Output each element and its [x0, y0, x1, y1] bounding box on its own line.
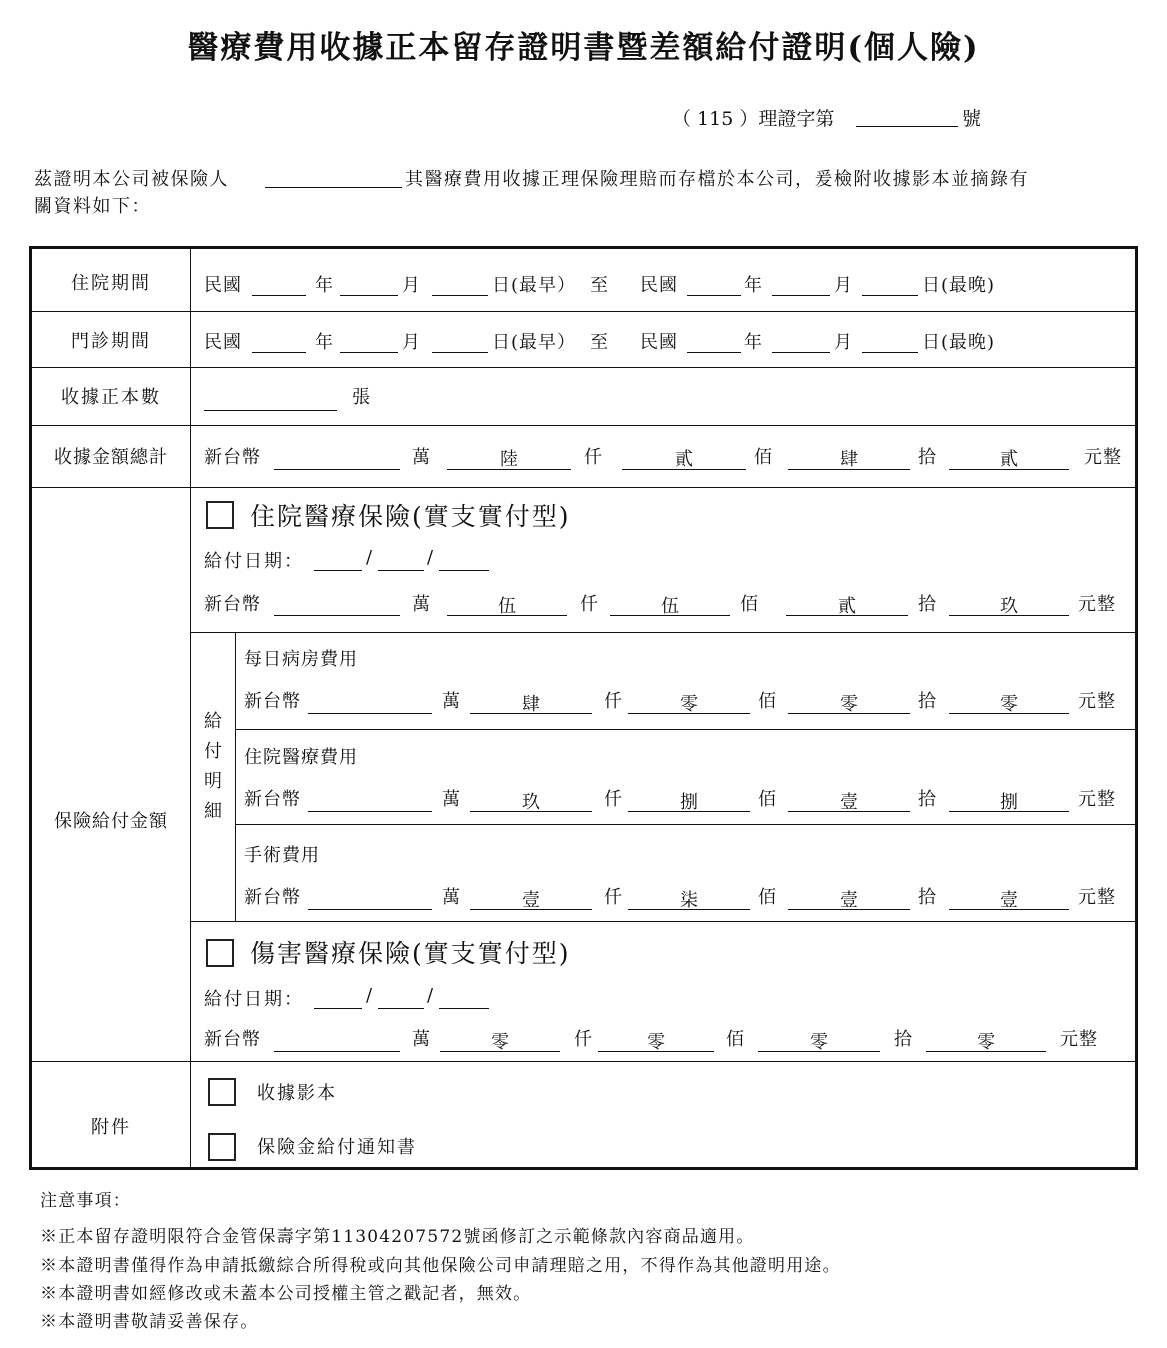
detail-surgery-title: 手術費用 [244, 845, 320, 866]
hospital-pay-date-label: 給付日期： [204, 551, 304, 572]
note-item-3: ※本證明書如經修改或未蓋本公司授權主管之戳記者，無效。 [40, 1284, 532, 1304]
injury-pay-date-month[interactable] [378, 1008, 424, 1009]
attachment-payment-notice-checkbox[interactable] [208, 1133, 236, 1161]
reference-prefix: （ 115 ）理證字第 [672, 108, 835, 130]
outpatient-end-day-field[interactable] [862, 352, 918, 353]
injury-insurance-title: 傷害醫療保險(實支實付型) [250, 939, 571, 968]
detail-room-title: 每日病房費用 [244, 649, 358, 670]
label-insurance-payment: 保險給付金額 [54, 811, 168, 832]
injury-insurance-checkbox[interactable] [206, 939, 234, 967]
hospital-pay-date-month[interactable] [378, 570, 424, 571]
receipt-total-wan-field[interactable] [274, 469, 400, 470]
label-hospital-period: 住院期間 [71, 273, 151, 294]
hospital-start-month-field[interactable] [340, 295, 398, 296]
hospital-insurance-title: 住院醫療保險(實支實付型) [250, 502, 571, 531]
reference-number-field[interactable] [856, 126, 958, 127]
receipt-count-unit: 張 [352, 387, 371, 408]
hospital-pay-date-day[interactable] [439, 570, 489, 571]
note-item-4: ※本證明書敬請妥善保存。 [40, 1312, 259, 1332]
receipt-count-field[interactable] [204, 410, 337, 411]
attachment-receipt-copy-checkbox[interactable] [208, 1078, 236, 1106]
outpatient-start-month-field[interactable] [340, 352, 398, 353]
outpatient-end-year-field[interactable] [687, 352, 741, 353]
detail-medical-wan-field[interactable] [308, 811, 432, 812]
injury-pay-date-day[interactable] [439, 1008, 489, 1009]
label-outpatient-period: 門診期間 [71, 331, 151, 352]
hospital-amount-wan-field[interactable] [274, 615, 400, 616]
insured-name-field[interactable] [265, 187, 402, 188]
hospital-insurance-checkbox[interactable] [206, 501, 234, 529]
attachment-payment-notice-label: 保險金給付通知書 [257, 1137, 417, 1158]
hospital-end-day-field[interactable] [862, 295, 918, 296]
hospital-end-month-field[interactable] [772, 295, 830, 296]
note-item-1: ※正本留存證明限符合金管保壽字第11304207572號函修訂之示範條款內容商品適用。 [40, 1227, 755, 1247]
label-attachments: 附件 [91, 1117, 131, 1138]
form-table: 住院期間 門診期間 收據正本數 收據金額總計 保險給付金額 附件 民國 年 月 日(最早） 至 民國 年 月 日(最晚) 民國 年 月 日(最早） 至 民國 年 月 日(最晚) 張 新台幣 萬 陸 仟 貳 佰 肆 拾 貳 元整 住院醫療保險(實支實付型) 給付日期： / / 新台幣 萬 伍 仟 伍 佰 貳 拾 玖 元整 給 付 明 細 每日病房費用 新台幣 萬 肆 仟 零 佰 零 拾 零 元整 住院醫療費用 新台幣 萬 玖 仟 捌 佰 壹 拾 捌 元整 手術費用 新台幣 萬 壹 仟 柒 佰 壹 拾 壹 元整 傷害醫療保險(實支實付型) 給付日期： / / 新台幣 萬 零 仟 零 佰 零 拾 零 元整 收據影本 保險金給付通知書 [29, 246, 1138, 1170]
outpatient-start-day-field[interactable] [432, 352, 488, 353]
attachment-receipt-copy-label: 收據影本 [257, 1083, 337, 1104]
intro-text-part1: 茲證明本公司被保險人 [34, 169, 229, 190]
injury-pay-date-label: 給付日期： [204, 989, 304, 1010]
label-receipt-total: 收據金額總計 [54, 447, 168, 468]
label-receipt-count: 收據正本數 [61, 387, 161, 408]
detail-room-wan-field[interactable] [308, 713, 432, 714]
injury-pay-date-year[interactable] [314, 1008, 362, 1009]
outpatient-start-year-field[interactable] [252, 352, 306, 353]
document-title: 醫療費用收據正本留存證明書暨差額給付證明(個人險) [187, 30, 980, 66]
intro-text-part2: 其醫療費用收據正理保險理賠而存檔於本公司，爰檢附收據影本並摘錄有 [405, 169, 1029, 190]
detail-medical-title: 住院醫療費用 [244, 747, 358, 768]
intro-text-line2: 關資料如下： [34, 196, 151, 217]
hospital-pay-date-year[interactable] [314, 570, 362, 571]
hospital-start-year-field[interactable] [252, 295, 306, 296]
reference-suffix: 號 [962, 108, 982, 130]
payment-details-label: 給 付 明 細 [204, 711, 222, 822]
injury-amount-wan-field[interactable] [274, 1051, 400, 1052]
notes-title: 注意事項： [40, 1191, 131, 1211]
hospital-start-day-field[interactable] [432, 295, 488, 296]
hospital-end-year-field[interactable] [687, 295, 741, 296]
note-item-2: ※本證明書僅得作為申請抵繳綜合所得稅或向其他保險公司申請理賠之用，不得作為其他證明用途。 [40, 1256, 841, 1276]
detail-surgery-wan-field[interactable] [308, 909, 432, 910]
outpatient-end-month-field[interactable] [772, 352, 830, 353]
